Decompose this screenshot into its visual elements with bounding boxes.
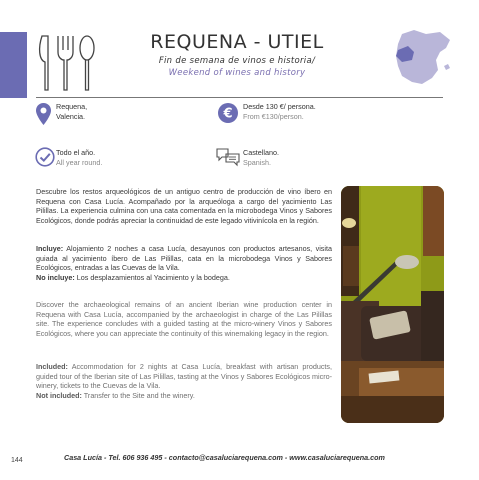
footer-contact: Casa Lucía - Tel. 606 936 495 - contacto@casaluciarequena.com - www.casaluciarequena.com [64,453,385,462]
season-line1: Todo el año. [56,148,96,157]
price-line2: From €130/person. [243,112,304,121]
language-info [243,148,279,168]
page-title: REQUENA - UTIEL [150,31,324,53]
excludes-text: Los desplazamientos al Yacimiento y la bodega. [76,273,230,282]
included-label: Included: [36,362,68,371]
section-tab [0,32,27,98]
utensils-icon [36,34,96,92]
map-icon [392,26,454,88]
excludes-label: No incluye: [36,273,75,282]
interior-photo [341,186,444,423]
subtitle-spanish: Fin de semana de vinos e historia/ [158,56,316,66]
location-info [56,102,87,122]
description-english: Discover the archaeological remains of an ancient Iberian wine production center in Requena with Casa Lucía, accompanied by the archaeologist in charge of the Las Pilillas site. The experience concludes with a guided tasting at the micro-winery Vinos y Sabores Ecológicos, where you can appreciate the continuity of this winemaking legacy in the region. [36,300,332,338]
price-info [243,102,316,122]
included-text: Accommodation for 2 nights at Casa Lucía, breakfast with artisan products, guided tour of the Iberian site of Las Pilillas, tasting at the Vinos y Sabores Ecológicos micro-winery, tickets to the Cuevas de la Vila. [36,362,332,391]
not-included-text: Transfer to the Site and the winery. [83,391,195,400]
svg-text:€: € [223,106,233,122]
check-icon [35,147,55,167]
includes-english [36,362,332,391]
includes-text: Alojamiento 2 noches a casa Lucía, desayunos con productos artesanos, visita guiada al yacimiento íbero de Las Pilillas, cata en la microbodega Vinos y Sabores Ecológicos, entradas a las Cuevas de la Vila. [36,244,332,273]
price-line1: Desde 130 €/ persona. [243,102,316,111]
euro-icon [218,103,238,123]
includes-label: Incluye: [36,244,64,253]
page-number: 144 [11,457,23,464]
location-pin-icon [36,103,51,125]
location-line2: Valencia. [56,112,86,121]
includes-spanish [36,244,332,273]
season-line2: All year round. [56,158,103,167]
description-spanish: Descubre los restos arqueológicos de un antiguo centro de producción de vino íbero en Requena con Casa Lucía. Acompañado por la arqueóloga a cargo del yacimiento Las Pilillas. La experiencia culmina con una cata comentada en la microbodega Vinos y Sabores Ecológicos, donde podrás apreciar la continuidad de este legado vitivinícola en la región. [36,187,332,225]
excludes-english [36,391,332,401]
speech-bubbles-icon [216,147,240,167]
season-info [56,148,102,168]
excludes-spanish [36,273,332,283]
language-line2: Spanish. [243,158,271,167]
subtitle-english: Weekend of wines and history [168,68,306,78]
not-included-label: Not included: [36,391,82,400]
language-line1: Castellano. [243,148,279,157]
location-line1: Requena, [56,102,88,111]
header-divider [36,97,443,98]
